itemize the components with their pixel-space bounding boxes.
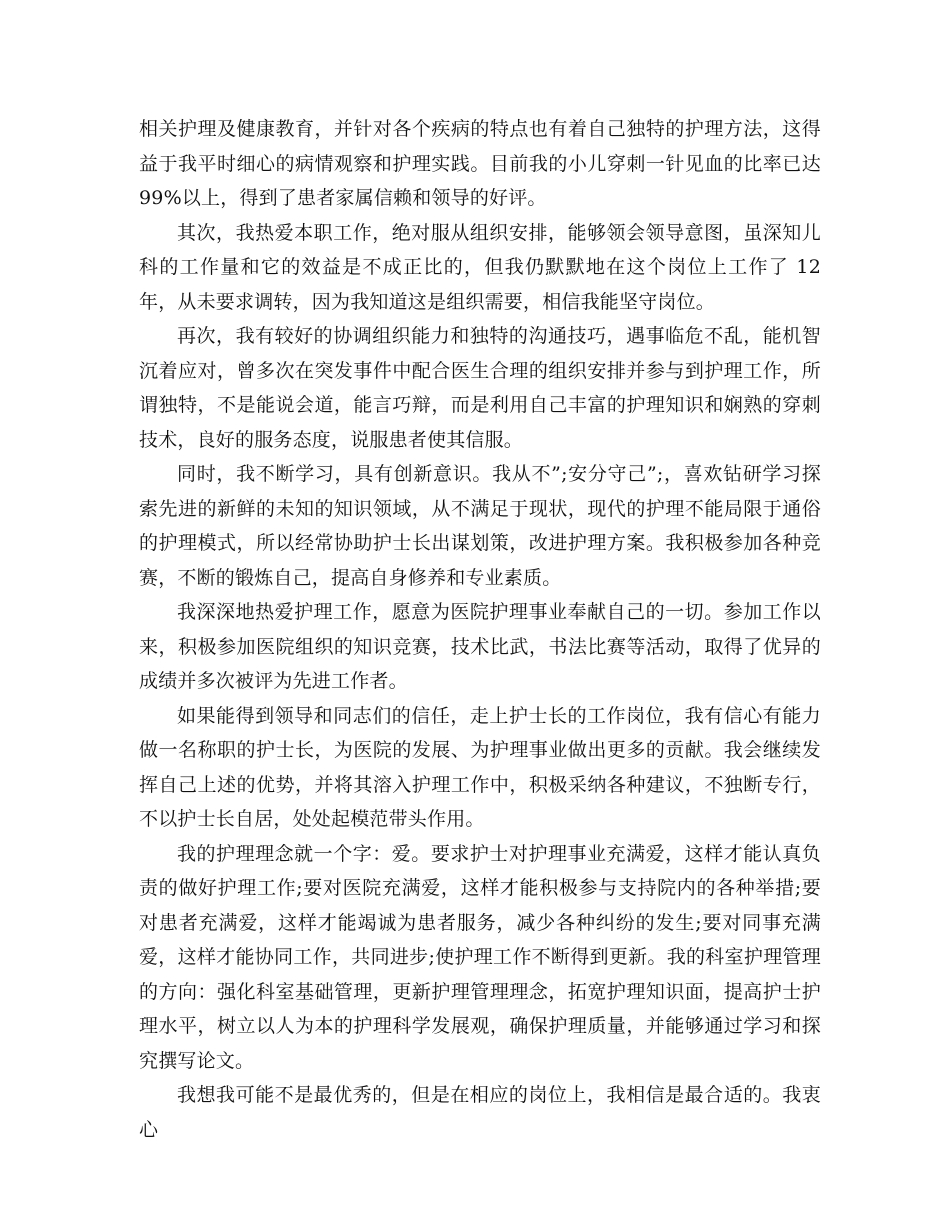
paragraph-5: 我深深地热爱护理工作，愿意为医院护理事业奉献自己的一切。参加工作以来，积极参加医院组织的知识竞赛，技术比武，书法比赛等活动，取得了优异的成绩并多次被评为先进工作者。: [139, 601, 821, 692]
paragraph-7: 我的护理理念就一个字：爱。要求护士对护理事业充满爱，这样才能认真负责的做好护理工作;要对医院充满爱，这样才能积极参与支持院内的各种举措;要对患者充满爱，这样才能竭诚为患者服务，减少各种纠纷的发生;要对同事充满爱，这样才能协同工作，共同进步;使护理工作不断得到更新。我的科室护理管理的方向：强化科室基础管理，更新护理管理理念，拓宽护理知识面，提高护士护理水平，树立以人为本的护理科学发展观，确保护理质量，并能够通过学习和探究撰写论文。: [139, 842, 821, 1072]
paragraph-6: 如果能得到领导和同志们的信任，走上护士长的工作岗位，我有信心有能力做一名称职的护士长，为医院的发展、为护理事业做出更多的贡献。我会继续发挥自己上述的优势，并将其溶入护理工作中，积极采纳各种建议，不独断专行，不以护士长自居，处处起模范带头作用。: [139, 704, 821, 830]
paragraph-2: 其次，我热爱本职工作，绝对服从组织安排，能够领会领导意图，虽深知儿科的工作量和它的效益是不成正比的，但我仍默默地在这个岗位上工作了 12 年，从未要求调转，因为我知道这是组织需要，相信我能坚守岗位。: [139, 221, 821, 313]
document-body: [139, 112, 821, 1147]
paragraph-1: 相关护理及健康教育，并针对各个疾病的特点也有着自己独特的护理方法，这得益于我平时细心的病情观察和护理实践。目前我的小儿穿刺一针见血的比率已达 99%以上，得到了患者家属信赖和领导的好评。: [139, 118, 821, 209]
paragraph-4: 同时，我不断学习，具有创新意识。我从不”;安分守己”;，喜欢钻研学习探索先进的新鲜的未知的知识领域，从不满足于现状，现代的护理不能局限于通俗的护理模式，所以经常协助护士长出谋划策，改进护理方案。我积极参加各种竞赛，不断的锻炼自己，提高自身修养和专业素质。: [139, 463, 821, 589]
paragraph-3: 再次，我有较好的协调组织能力和独特的沟通技巧，遇事临危不乱，能机智沉着应对，曾多次在突发事件中配合医生合理的组织安排并参与到护理工作，所谓独特，不是能说会道，能言巧辩，而是利用自己丰富的护理知识和娴熟的穿刺技术，良好的服务态度，说服患者使其信服。: [139, 325, 821, 451]
paragraph-8: 我想我可能不是最优秀的，但是在相应的岗位上，我相信是最合适的。我衷心: [139, 1084, 821, 1141]
